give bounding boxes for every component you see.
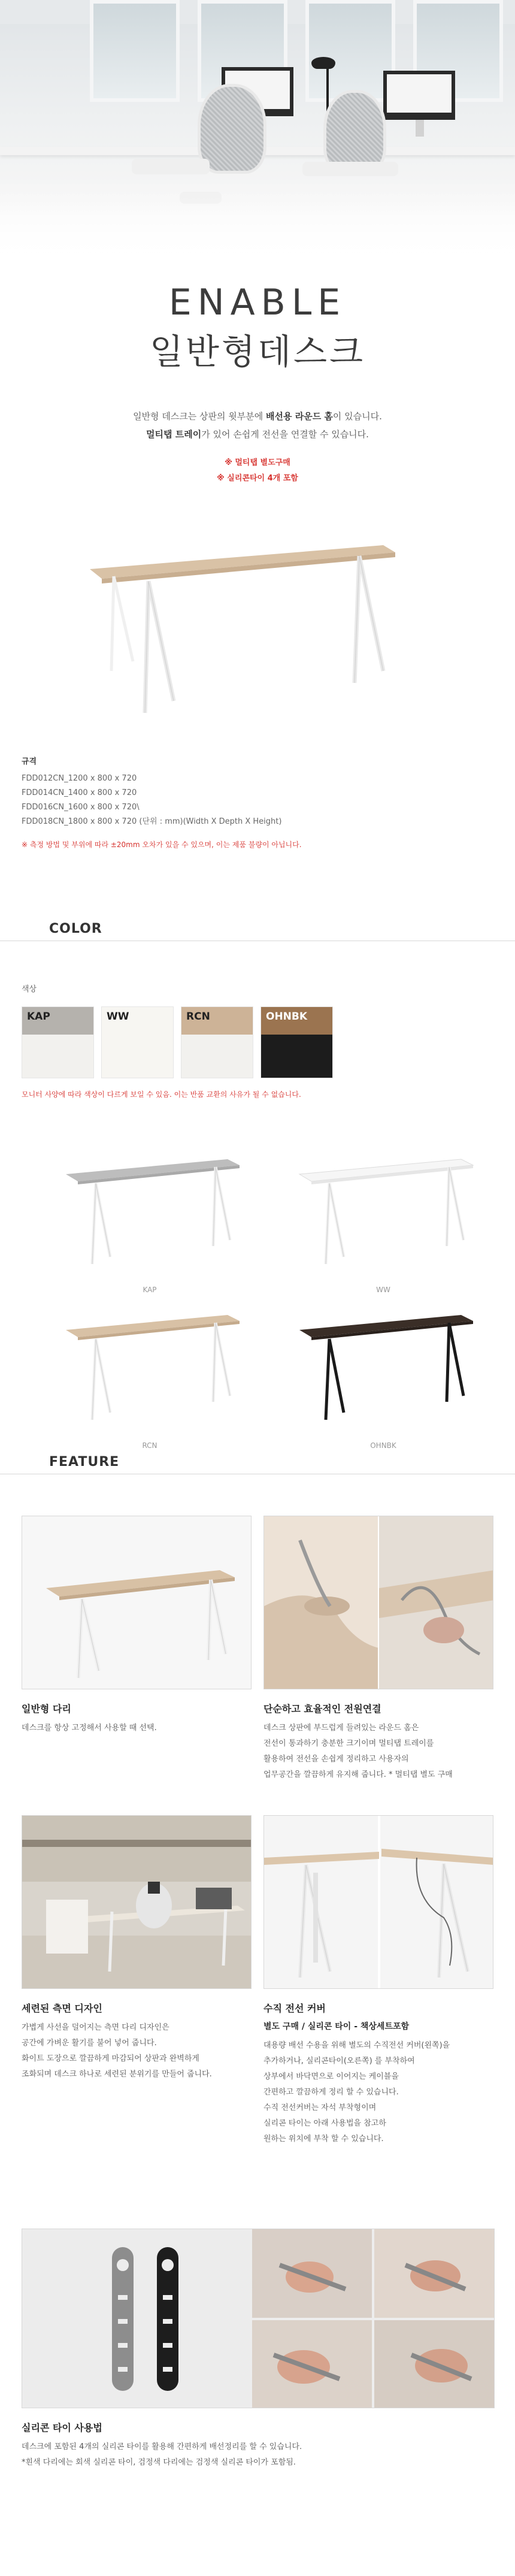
variant-desk-image xyxy=(281,1138,485,1276)
spec-item: FDD018CN_1800 x 800 x 720 (단위 : mm)(Width X Depth X Height) xyxy=(22,817,282,826)
spec-item: FDD016CN_1600 x 800 x 720\ xyxy=(22,803,140,812)
feature-heading: FEATURE xyxy=(49,1455,120,1470)
feature-desc xyxy=(22,1721,252,1736)
product-intro xyxy=(0,407,515,443)
variant-desk-image xyxy=(48,1138,252,1276)
ties-title: 실리콘 타이 사용법 xyxy=(22,2422,102,2433)
variant-kap xyxy=(48,1138,252,1294)
spec-title: 규격 xyxy=(22,757,37,766)
swatch-name: RCN xyxy=(186,1011,210,1023)
feature-desc-line: 화이트 도장으로 깔끔하게 마감되어 상판과 완벽하게 xyxy=(22,2054,199,2063)
product-notes xyxy=(0,455,515,486)
color-swatches xyxy=(22,1006,333,1078)
feature-desk-illustration xyxy=(22,1516,252,1689)
color-section-header xyxy=(0,917,515,941)
variant-desk-image xyxy=(281,1294,485,1432)
feature-image-cable-hole xyxy=(263,1516,493,1689)
hero-office-photo xyxy=(0,0,515,264)
intro-highlight: 멀티탭 트레이 xyxy=(146,429,202,440)
intro-text: 일반형 데스크는 상판의 윗부분에 xyxy=(133,411,266,422)
swatch-name: WW xyxy=(107,1011,129,1023)
feature-section-header xyxy=(0,1450,515,1474)
feature-desc-line: 활용하여 전선을 손쉽게 정리하고 사용자의 xyxy=(263,1755,409,1764)
swatch-bottom xyxy=(261,1035,332,1078)
note-multitap: ※ 멀티탭 별도구매 xyxy=(225,458,290,467)
hero-window xyxy=(305,0,395,102)
hero-lamp xyxy=(311,57,335,69)
feature-desc-line: 공간에 가벼운 활기를 불어 넣어 줍니다. xyxy=(22,2039,157,2048)
swatch-bottom xyxy=(22,1035,93,1078)
spec-note: ※ 측정 방법 및 부위에 따라 ±20mm 오차가 있을 수 있으며, 이는 제품 불량이 아닙니다. xyxy=(22,840,302,849)
feature-desc xyxy=(22,2020,261,2082)
feature-title: 단순하고 효율적인 전원연결 xyxy=(263,1703,381,1715)
swatch-bottom xyxy=(181,1035,253,1078)
intro-line-2 xyxy=(0,425,515,443)
feature-desc-line: 데스크 상판에 부드럽게 들려있는 라운드 홈은 xyxy=(263,1724,419,1733)
office-scene xyxy=(22,1816,252,1989)
spec-item: FDD012CN_1200 x 800 x 720 xyxy=(22,774,137,783)
feature-title: 세련된 측면 디자인 xyxy=(22,2003,102,2014)
hero-chair xyxy=(323,90,386,174)
feature-desc-line: 조화되며 데스크 하나로 세련된 분위기를 만들어 줍니다. xyxy=(22,2070,212,2079)
intro-line-1 xyxy=(0,407,515,425)
product-title-ko: 일반형데스크 xyxy=(149,331,366,372)
feature-desc-line: 업무공간을 깔끔하게 유지해 줍니다. * 멀티탭 별도 구매 xyxy=(263,1770,453,1779)
feature-title: 수직 전선 커버 xyxy=(263,2003,326,2014)
feature-desc-line: 데스크를 항상 고정해서 사용할 때 선택. xyxy=(22,1724,157,1733)
variant-caption: WW xyxy=(376,1286,390,1294)
swatch-bottom xyxy=(102,1035,173,1078)
feature-image-side-design xyxy=(22,1815,252,1989)
swatch-name: OHNBK xyxy=(266,1011,308,1023)
product-desk-image xyxy=(78,521,401,719)
feature-image-leg xyxy=(22,1516,252,1689)
variant-rcn xyxy=(48,1294,252,1450)
ties-desc xyxy=(22,2439,495,2471)
hero-monitor xyxy=(383,71,455,120)
variant-ohnbk xyxy=(281,1294,485,1450)
cable-cover-illustration xyxy=(264,1816,493,1989)
desk-top-surface xyxy=(90,545,395,579)
ties-desc-line: 데스크에 포함된 4개의 실리콘 타이를 활용해 간편하게 배선정리를 할 수 있습니다. xyxy=(22,2442,302,2451)
hero-monitor-stand xyxy=(416,120,424,137)
feature-desc-line: 수직 전선커버는 자석 부착형이며 xyxy=(263,2103,377,2112)
variant-ww xyxy=(281,1138,485,1294)
feature-desc-line: 추가하거나, 실리콘타이(오른쪽) 를 부착하여 xyxy=(263,2057,415,2066)
intro-text: 이 있습니다. xyxy=(332,411,382,422)
color-heading: COLOR xyxy=(49,921,102,936)
ties-desc-line: *흰색 다리에는 회색 실리콘 타이, 검정색 다리에는 검정색 실리콘 타이가 포함됨. xyxy=(22,2458,296,2467)
spec-block xyxy=(22,755,501,852)
hero-chair-arm xyxy=(302,162,398,176)
hero-fade xyxy=(0,180,515,264)
note-silicone-tie: ※ 실리콘타이 4개 포함 xyxy=(217,474,298,483)
swatch-rcn xyxy=(181,1006,253,1078)
feature-desc-line: 전선이 통과하기 충분한 크기이며 멀티탭 트레이를 xyxy=(263,1739,434,1748)
variant-caption: RCN xyxy=(142,1441,157,1450)
swatch-ww xyxy=(101,1006,174,1078)
feature-desc xyxy=(263,1721,503,1783)
swatch-ohnbk xyxy=(260,1006,333,1078)
swatch-kap xyxy=(22,1006,94,1078)
feature-subtitle: 별도 구매 / 실리콘 타이 - 책상세트포함 xyxy=(263,2022,410,2031)
variant-caption: KAP xyxy=(143,1286,157,1294)
feature-desc-line: 실리콘 타이는 아래 사용법을 참고하 xyxy=(263,2119,386,2128)
variant-desk-image xyxy=(48,1294,252,1432)
feature-image-cable-cover xyxy=(263,1815,493,1989)
silicone-tie-illustration xyxy=(22,2229,495,2408)
intro-highlight: 배선용 라운드 홈 xyxy=(266,411,333,422)
intro-text: 가 있어 손쉽게 전선을 연결할 수 있습니다. xyxy=(201,429,369,440)
swatch-name: KAP xyxy=(27,1011,50,1023)
feature-desc-line: 원하는 위치에 부착 할 수 있습니다. xyxy=(263,2134,384,2143)
silicone-tie-image xyxy=(22,2229,495,2408)
variant-caption: OHNBK xyxy=(370,1441,396,1450)
feature-desc-line: 대용량 배선 수용을 위해 별도의 수직전선 커버(왼쪽)을 xyxy=(263,2041,450,2050)
desk-leg-left xyxy=(145,581,174,713)
product-title-en: ENABLE xyxy=(168,282,347,323)
hero-chair-arm xyxy=(132,159,210,174)
color-note: 모니터 사양에 따라 색상이 다르게 보일 수 있음. 이는 반품 교환의 사유가 될 수 없습니다. xyxy=(22,1090,301,1099)
feature-desc xyxy=(263,2038,503,2147)
feature-desc-line: 간편하고 깔끔하게 정리 할 수 있습니다. xyxy=(263,2088,399,2097)
color-caption: 색상 xyxy=(22,985,37,994)
feature-desc-line: 가볍게 사선을 덜어지는 측면 다리 디자인은 xyxy=(22,2023,169,2032)
cable-hole-closeup xyxy=(264,1516,493,1689)
feature-desc-line: 상부에서 바닥면으로 이어지는 케이블을 xyxy=(263,2072,399,2081)
desk-leg-back xyxy=(111,576,133,671)
spec-item: FDD014CN_1400 x 800 x 720 xyxy=(22,788,137,797)
hero-window xyxy=(90,0,180,102)
feature-title: 일반형 다리 xyxy=(22,1703,71,1715)
